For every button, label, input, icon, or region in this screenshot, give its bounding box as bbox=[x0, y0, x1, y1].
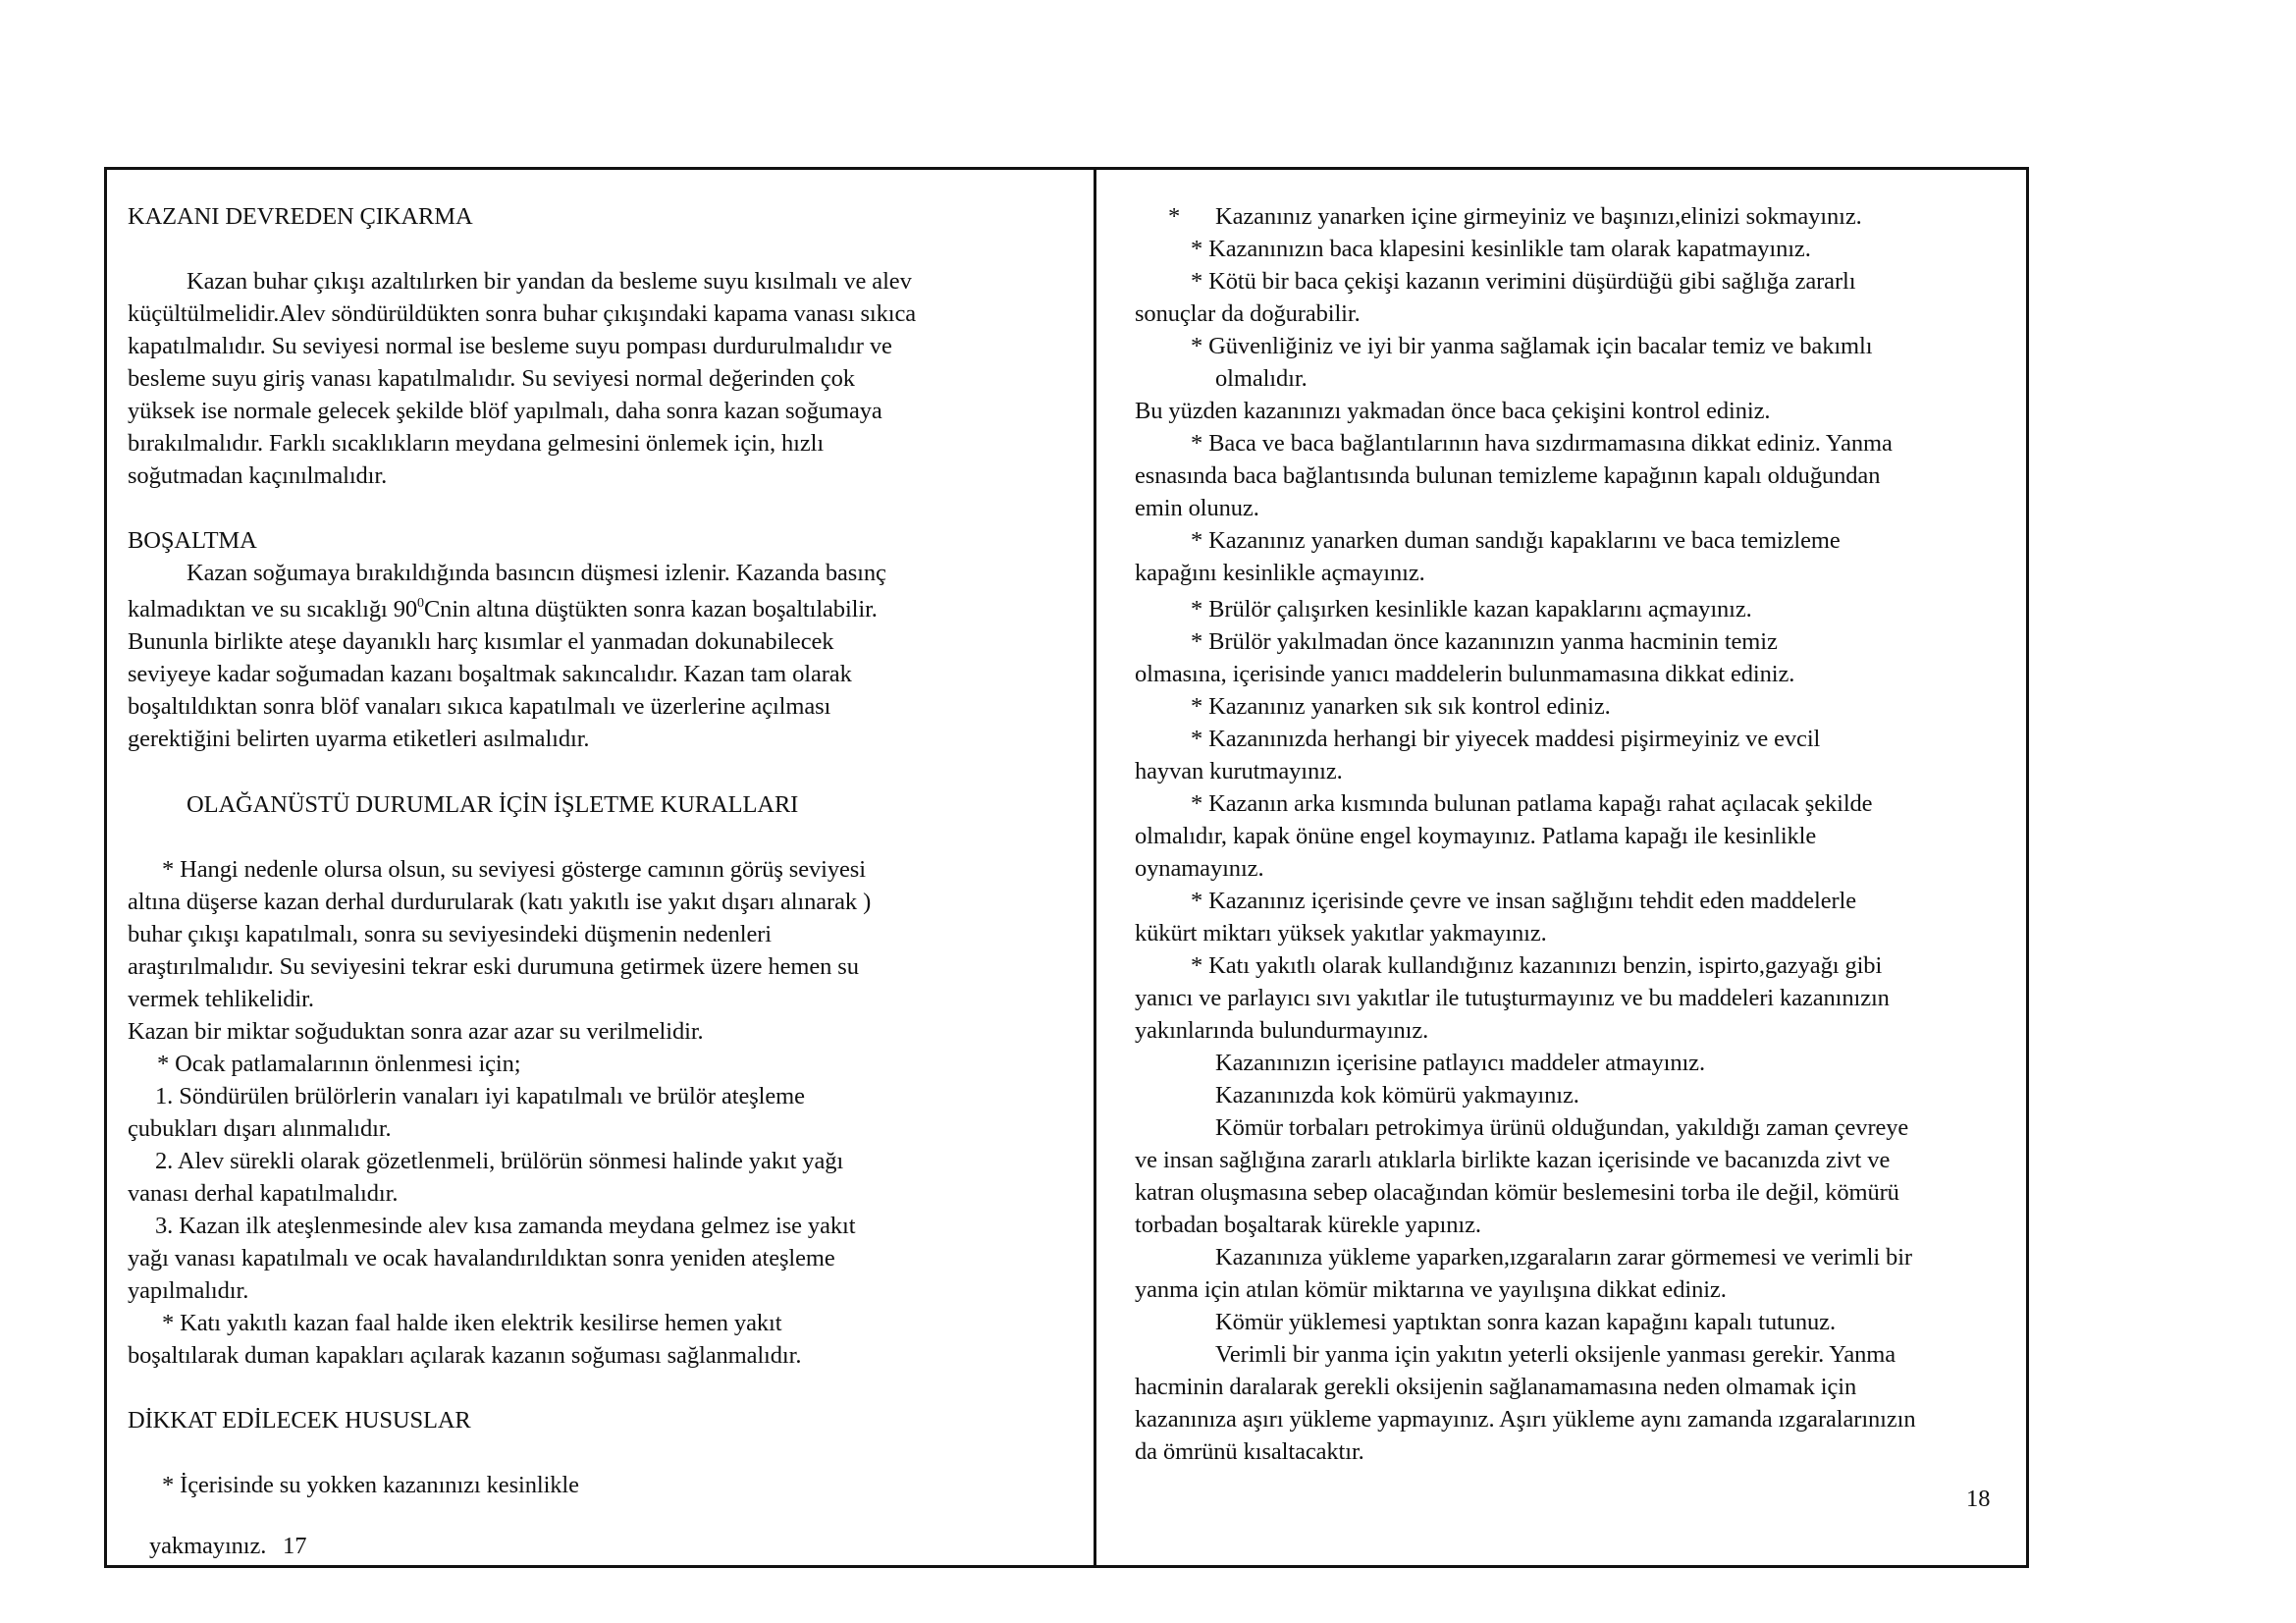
paragraph-line: çubukları dışarı alınmalıdır. bbox=[128, 1115, 392, 1142]
paragraph-line: Kazanınızın içerisine patlayıcı maddeler atmayınız. bbox=[1215, 1050, 1705, 1076]
paragraph-line: bırakılmalıdır. Farklı sıcaklıkların meydana gelmesini önlemek için, hızlı bbox=[128, 430, 825, 457]
paragraph-line: hacminin daralarak gerekli oksijenin sağlanamamasına neden olmamak için bbox=[1135, 1374, 1857, 1400]
paragraph-line: da ömrünü kısaltacaktır. bbox=[1135, 1438, 1364, 1465]
paragraph-line: Kömür yüklemesi yaptıktan sonra kazan kapağını kapalı tutunuz. bbox=[1215, 1309, 1836, 1335]
list-item-line: * Kötü bir baca çekişi kazanın verimini düşürdüğü gibi sağlığa zararlı bbox=[1191, 268, 1856, 295]
paragraph-line: kapağını kesinlikle açmayınız. bbox=[1135, 560, 1425, 586]
paragraph-line: emin olunuz. bbox=[1135, 495, 1259, 521]
paragraph-line-temperature bbox=[128, 595, 878, 628]
page-divider bbox=[1094, 167, 1096, 1565]
list-item-line: * Brülör yakılmadan önce kazanınızın yanma hacminin temiz bbox=[1191, 628, 1778, 655]
paragraph-line: boşaltıldıktan sonra blöf vanaları sıkıca kapatılmalı ve üzerlerine açılması bbox=[128, 693, 831, 720]
paragraph-line: gerektiğini belirten uyarma etiketleri asılmalıdır. bbox=[128, 726, 590, 752]
paragraph-line: altına düşerse kazan derhal durdurularak (katı yakıtlı ise yakıt dışarı alınarak ) bbox=[128, 889, 872, 915]
section-heading-dikkat-edilecek-hususlar: DİKKAT EDİLECEK HUSUSLAR bbox=[128, 1407, 471, 1434]
paragraph-line: olmalıdır, kapak önüne engel koymayınız. Patlama kapağı ile kesinlikle bbox=[1135, 823, 1817, 849]
list-item-line: * İçerisinde su yokken kazanınızı kesinlikle bbox=[162, 1472, 579, 1498]
list-item-line: * Kazanınızda herhangi bir yiyecek maddesi pişirmeyiniz ve evcil bbox=[1191, 726, 1821, 752]
paragraph-line: besleme suyu giriş vanası kapatılmalıdır. Su seviyesi normal değerinden çok bbox=[128, 365, 855, 392]
paragraph-line: kapatılmalıdır. Su seviyesi normal ise besleme suyu pompası durdurulmalıdır ve bbox=[128, 333, 892, 359]
paragraph-line: olmalıdır. bbox=[1215, 365, 1308, 392]
degree-superscript: 0 bbox=[417, 596, 424, 611]
paragraph-line: vanası derhal kapatılmalıdır. bbox=[128, 1180, 399, 1207]
paragraph-line: olmasına, içerisinde yanıcı maddelerin bulunmamasına dikkat ediniz. bbox=[1135, 661, 1795, 687]
list-item-line: * Kazanınız yanarken sık sık kontrol ediniz. bbox=[1191, 693, 1611, 720]
paragraph-line: kükürt miktarı yüksek yakıtlar yakmayınız. bbox=[1135, 920, 1547, 947]
paragraph-line: hayvan kurutmayınız. bbox=[1135, 758, 1343, 784]
paragraph-line: Kazan bir miktar soğuduktan sonra azar azar su verilmelidir. bbox=[128, 1018, 704, 1045]
list-item-line: * Kazanın arka kısmında bulunan patlama kapağı rahat açılacak şekilde bbox=[1191, 790, 1873, 817]
list-item-line: * Güvenliğiniz ve iyi bir yanma sağlamak için bacalar temiz ve bakımlı bbox=[1191, 333, 1873, 359]
paragraph-line: yanma için atılan kömür miktarına ve yayılışına dikkat ediniz. bbox=[1135, 1276, 1727, 1303]
paragraph-line: araştırılmalıdır. Su seviyesini tekrar eski durumuna getirmek üzere hemen su bbox=[128, 953, 859, 980]
paragraph-line: Bu yüzden kazanınızı yakmadan önce baca çekişini kontrol ediniz. bbox=[1135, 398, 1771, 424]
section-heading-kazani-devreden-cikarma: KAZANI DEVREDEN ÇIKARMA bbox=[128, 203, 473, 230]
paragraph-line: yakmayınız. bbox=[149, 1533, 267, 1559]
paragraph-line: Kömür torbaları petrokimya ürünü olduğundan, yakıldığı zaman çevreye bbox=[1215, 1114, 1909, 1141]
paragraph-line: yağı vanası kapatılmalı ve ocak havalandırıldıktan sonra yeniden ateşleme bbox=[128, 1245, 835, 1271]
paragraph-line: yüksek ise normale gelecek şekilde blöf yapılmalı, daha sonra kazan soğumaya bbox=[128, 398, 882, 424]
numbered-item-line: 1. Söndürülen brülörlerin vanaları iyi kapatılmalı ve brülör ateşleme bbox=[155, 1083, 805, 1109]
paragraph-line: vermek tehlikelidir. bbox=[128, 986, 314, 1012]
list-item-line: * Katı yakıtlı kazan faal halde iken elektrik kesilirse hemen yakıt bbox=[162, 1310, 782, 1336]
list-item-line: * Baca ve baca bağlantılarının hava sızdırmamasına dikkat ediniz. Yanma bbox=[1191, 430, 1893, 457]
page-number-right: 18 bbox=[1966, 1486, 1991, 1512]
paragraph-line: yakınlarında bulundurmayınız. bbox=[1135, 1017, 1429, 1044]
text-run: kalmadıktan ve su sıcaklığı 90 bbox=[128, 596, 418, 622]
section-heading-olaganustu-durumlar: OLAĞANÜSTÜ DURUMLAR İÇİN İŞLETME KURALLARI bbox=[187, 791, 799, 818]
paragraph-line: yapılmalıdır. bbox=[128, 1277, 249, 1304]
paragraph-line: oynamayınız. bbox=[1135, 855, 1264, 882]
text-run: Cnin altına düştükten sonra kazan boşaltılabilir. bbox=[423, 596, 878, 622]
list-item-line: * Kazanınızın baca klapesini kesinlikle tam olarak kapatmayınız. bbox=[1191, 236, 1811, 262]
paragraph-line: Kazan buhar çıkışı azaltılırken bir yandan da besleme suyu kısılmalı ve alev bbox=[187, 268, 912, 295]
paragraph-line: küçültülmelidir.Alev söndürüldükten sonra buhar çıkışındaki kapama vanası sıkıca bbox=[128, 300, 917, 327]
paragraph-line: katran oluşmasına sebep olacağından kömür beslemesini torba ile değil, kömürü bbox=[1135, 1179, 1899, 1206]
list-item-line: * Kazanınız yanarken duman sandığı kapaklarını ve baca temizleme bbox=[1191, 527, 1841, 554]
paragraph-line: ve insan sağlığına zararlı atıklarla birlikte kazan içerisinde ve bacanızda zivt ve bbox=[1135, 1147, 1891, 1173]
list-item-line: * Hangi nedenle olursa olsun, su seviyesi gösterge camının görüş seviyesi bbox=[162, 856, 866, 883]
page-number-left: 17 bbox=[283, 1533, 307, 1559]
paragraph-line: Kazanınıza yükleme yaparken,ızgaraların zarar görmemesi ve verimli bir bbox=[1215, 1244, 1912, 1271]
numbered-item-line: 2. Alev sürekli olarak gözetlenmeli, brülörün sönmesi halinde yakıt yağı bbox=[155, 1148, 844, 1174]
list-item-line: * Kazanınız içerisinde çevre ve insan sağlığını tehdit eden maddelerle bbox=[1191, 888, 1857, 914]
paragraph-line: yanıcı ve parlayıcı sıvı yakıtlar ile tutuşturmayınız ve bu maddeleri kazanınızın bbox=[1135, 985, 1890, 1011]
paragraph-line: Kazan soğumaya bırakıldığında basıncın düşmesi izlenir. Kazanda basınç bbox=[187, 560, 886, 586]
paragraph-line: Kazanınızda kok kömürü yakmayınız. bbox=[1215, 1082, 1579, 1109]
numbered-item-line: 3. Kazan ilk ateşlenmesinde alev kısa zamanda meydana gelmez ise yakıt bbox=[155, 1213, 856, 1239]
list-item-line: * Brülör çalışırken kesinlikle kazan kapaklarını açmayınız. bbox=[1191, 596, 1752, 622]
paragraph-line: sonuçlar da doğurabilir. bbox=[1135, 300, 1361, 327]
bullet-asterisk: * bbox=[1168, 203, 1181, 230]
paragraph-line: soğutmadan kaçınılmalıdır. bbox=[128, 462, 388, 489]
section-heading-bosaltma: BOŞALTMA bbox=[128, 527, 257, 554]
paragraph-line: boşaltılarak duman kapakları açılarak kazanın soğuması sağlanmalıdır. bbox=[128, 1342, 802, 1369]
paragraph-line: kazanınıza aşırı yükleme yapmayınız. Aşırı yükleme aynı zamanda ızgaralarınızın bbox=[1135, 1406, 1916, 1433]
paragraph-line: buhar çıkışı kapatılmalı, sonra su seviyesindeki düşmenin nedenleri bbox=[128, 921, 773, 947]
list-item-line: * Ocak patlamalarının önlenmesi için; bbox=[157, 1051, 521, 1077]
list-item-line: * Katı yakıtlı olarak kullandığınız kazanınızı benzin, ispirto,gazyağı gibi bbox=[1191, 952, 1883, 979]
paragraph-line: Bununla birlikte ateşe dayanıklı harç kısımlar el yanmadan dokunabilecek bbox=[128, 628, 834, 655]
paragraph-line: seviyeye kadar soğumadan kazanı boşaltmak sakıncalıdır. Kazan tam olarak bbox=[128, 661, 852, 687]
list-item-line: Kazanınız yanarken içine girmeyiniz ve başınızı,elinizi sokmayınız. bbox=[1215, 203, 1862, 230]
paragraph-line: torbadan boşaltarak kürekle yapınız. bbox=[1135, 1212, 1481, 1238]
paragraph-line: esnasında baca bağlantısında bulunan temizleme kapağının kapalı olduğundan bbox=[1135, 462, 1881, 489]
paragraph-line: Verimli bir yanma için yakıtın yeterli oksijenle yanması gerekir. Yanma bbox=[1215, 1341, 1896, 1368]
